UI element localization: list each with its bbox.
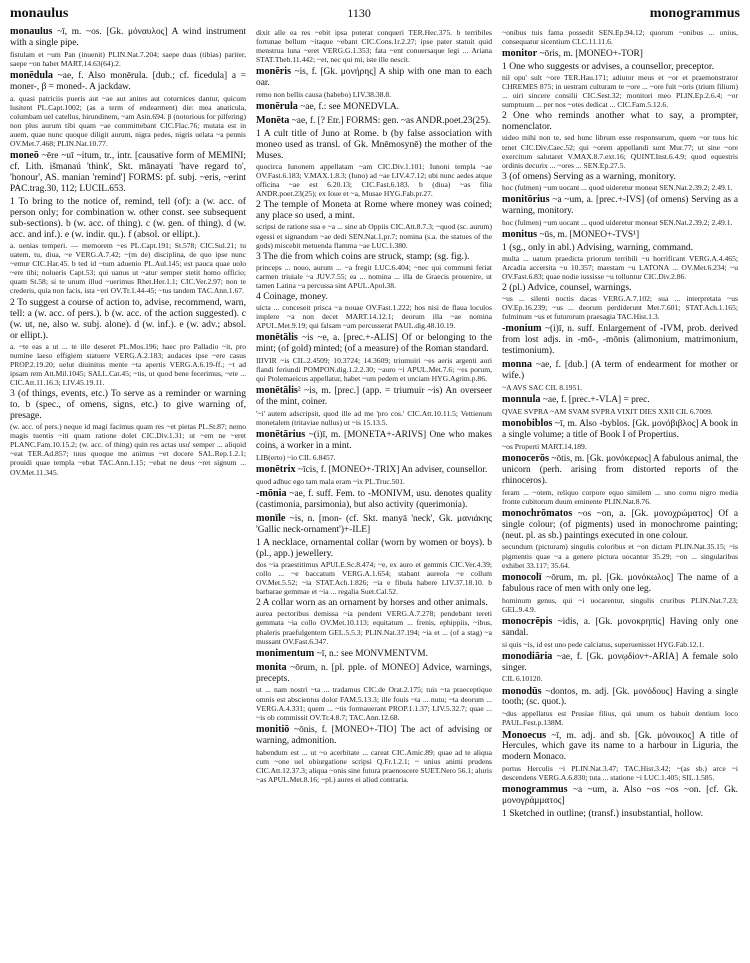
entry-citation: habendum est ... ut ~o acerbitate ... careat CIC.Amic.89; quae ad te aliqua cum ~one uel obiurgatione scripsi Q.Fr.1.2.1; ~ unius animi prudens CIC.Att.12.37.3; aliqua ~onis sine futura praenoscere SUET.Nero 56.1; aluris ~as APUL.Met.8.16; ~pl.) aures ei aliud contraria.: [256, 747, 492, 784]
dictionary-entry: [256, 649, 492, 660]
column-3: [502, 27, 738, 962]
entry-citation: uideo mihi non te, sed hunc librum esse responsurum, quem ~or tuus hic tenet CIC.Div.Caec.52; qui ~orem appellandi sunt Mur.77; ut sine ~ore exercitum salutaret V.MAX.8.7.ext.16; QUINT.Inst.6.4.9; quod equestris ordinis decurix ... ~ores ... SEN.Ep.27.5.: [502, 133, 738, 170]
column-2: [256, 27, 492, 962]
entry-headword: monobiblos: [502, 417, 553, 429]
entry-headword: monitor: [502, 48, 538, 60]
entry-headword: monērula: [256, 101, 298, 113]
entry-citation: si quis ~is, id est uno pede calciatus, superuenisset HYG.Fab.12.1.: [502, 639, 705, 649]
entry-citation: a. quasi patriciis pueris aut ~ae aut anites aut coturnices dantur, quicum lusitent PL.Capt.1002; (as a term of endearment) die: mea anaticula, columbam uel catellus, hirundinem, ~am Asin.694. β (notorious for pilfering) non plus aurum tibi quam ~ae committebant CIC.Flac.76; mutata est in auem, quae nunc quoque diligit aurum, nigra pedes, nigris uelata ~a pennis OV.Met.7.468; PLIN.Nat.10.77.: [10, 93, 246, 149]
entry-text: ~(i)ī, n. suff. Enlargement of -IVM, prob. derived from lost adjs. in -mō-, -mōnis (alimonium, matrimonium, testimonium).: [502, 324, 738, 357]
entry-citation: ~us ... silenti noctis dacas VERG.A.7.102; sua ... interpretata ~us OV.Ep.16.239; ~us ... deorum perdiderunt Met.7.601; STAT.Ach.1.165; fulminum ~us et futurorum praesagia TAC.Hist.1.3.: [502, 294, 738, 322]
entry-text: ~idis, a. [Gk. μονοκρηπίς] Having only one sandal.: [502, 616, 738, 638]
dictionary-entry: [10, 27, 246, 68]
entry-headword: monitiō: [256, 723, 290, 735]
entry-citation: ~onibus tuis fama possedit SEN.Ep.94.12; quorum ~onibus ... unius, consequatur sicentium CLC.11.11.6.: [502, 28, 738, 47]
entry-headword: monīle: [256, 513, 286, 525]
entry-headword: monētrix: [256, 464, 296, 476]
entry-text: ~ōris, m. [MONEO+-TOR]: [537, 49, 643, 60]
entry-citation: (w. acc. of pers.) neque id magi facimus quam res ~et pietas PL.St.87; nemo magis tuentis ~iti quam ratione dolet CIC.Div.1.31; ut ~em ne ~eret PLANC.Fam.10.15.2; (w. acc. of thing) quin res actas usu' semper ... aliquid ~eat TER.Ad.857; tuus quoque me animus ~et docere SAL.Rep.1.2.1; prouidi quae templa ~ebat TAC.Ann.1.15; ~ebat ne deus ~ret signum ... OV.Met.11.345.: [10, 422, 246, 477]
entry-citation: '~i' autem adscripsit, quod ille ad me 'pro cos.' CIC.Att.10.11.5; Vettienum monetalem (tritaviae nullus) ut ~is 15.13.5.: [256, 409, 492, 428]
entry-text: ~ae, f. [? Etr.] FORMS: gen. ~as ANDR.poet.23(25).: [289, 116, 491, 127]
entry-sense: 2 One who reminds another what to say, a prompter, nomenclator.: [502, 110, 738, 133]
entry-headword: monocerōs: [502, 452, 549, 464]
entry-text: ~ūs, m. [MONEO+-TVS¹]: [537, 229, 640, 240]
entry-citation: princeps ... nouo, aurum ... ~a fregit LUC.6.404; ~nec qui communi feriat carmen triuiale ~a JUV.7.55; ea ... nomina ... illa de Graecis prouenire, ut tamen Latina ~a percussa sint APUL.Apol.38.: [256, 262, 492, 290]
entry-sense: 2 The temple of Moneta at Rome where money was coined; any place so used, a mint.: [256, 199, 492, 222]
entry-citation: QVAE SVPRA ~AM SVAM SVPRA VIXIT DIES XXII CIL 6.7009.: [502, 406, 713, 416]
entry-headword: moneō: [10, 150, 39, 162]
dictionary-entry: [256, 386, 492, 427]
entry-text: ~ī, m. adj. and sb. [Gk. μόνοικος] A title of Hercules, which gave its name to a harbour in Liguria, the modern Monaco.: [502, 730, 738, 763]
entry-sense: 1 Sketched in outline; (transf.) insubstantial, hollow.: [502, 808, 704, 820]
entry-citation: scripsi de ratione sua e ~a ... sine ab Oppiis CIC.Att.8.7.3; ~quod (sc. aurum) egessi et signandum ~ae dedi SEN.Nat.1.pr.7; nomina (s.a. the statues of the gods) miscebit metuenda flamma ~ae LUC.1.380.: [256, 222, 492, 250]
entry-text: ~os ~on, a. [Gk. μονοχρώματος] Of a single colour; (of pigments) used in monochrome painting; (neut. pl. as sb.) paintings executed in one colour.: [502, 508, 738, 541]
entry-citation: dixit alle ea res ~ebit ipsa poterat conqueri TER.Hec.375. b terribiles fortunae bellum ~itaque ~ebant CIC.Cons.1r.2.27; ipse pater statuit quid menstrua luna ~eret VERG.G.1.353; fata ~ent conuersaque legi ... Ariana STAT.Theb.11.442; ~et, nec qui mi, iste ille nescit.: [256, 28, 492, 65]
dictionary-entry: [502, 617, 738, 649]
dictionary-entry: [502, 419, 738, 451]
entry-headword: monna: [502, 359, 533, 371]
entry-text: ~ae, f.: see MONEDVLA.: [297, 102, 400, 113]
entry-citation: nil opu' sult ~ore TER.Hau.171; adiutor meus et ~or et praemonstrator CHREMES 875; in uestram culturam te ~ore ... ~ore fuit ~oris (trium filium) ... uiri sincere consilii CIC.Sest.32; monitori meo PLIN.Ep.2.6.4; ~or sumptuum ... per nos ~otes dedicat ... CIC.Fam.5.12.6.: [502, 73, 738, 110]
entry-citation: LIB(erto) ~io CIL 6.8457.: [256, 453, 336, 463]
entry-text: ~a ~um, a. [prec.+-IVS] (of omens) Serving as a warning, monitory.: [502, 194, 738, 216]
entry-text: ~ōtis, m. [Gk. μονόκερως] A fabulous animal, the unicorn (perh. arising from distorted reports of the rhinoceros).: [502, 453, 738, 486]
dictionary-entry: [502, 49, 738, 192]
entry-headword: monocrēpis: [502, 615, 553, 627]
dictionary-entry: [502, 652, 738, 684]
dictionary-entry: [256, 514, 492, 646]
dictionary-entry: [256, 116, 492, 330]
entry-text: ~ōnis, f. [MONEO+-TIO] The act of advising or warning, admonition.: [256, 724, 492, 746]
entry-citation: quod adhuc ego tam mala eram ~ix PL.Truc.501.: [256, 477, 405, 487]
entry-sense: 3 (of omens) Serving as a warning, monitory.: [502, 170, 676, 182]
entry-headword: monodiāria: [502, 650, 553, 662]
column-1: [10, 27, 246, 962]
entry-citation: CIL 6.10120.: [502, 674, 543, 684]
entry-citation: quocirca Iunonem appellatam ~am CIC.Div.1.101; Iunoni templa ~ae OV.Fast.6.183; V.MAX.1.8.3; (Iuno) ad ~ae LIV.4.7.12; ubi nunc aedes atque officina ~ae est 6.20.13; CIC.Fast.6.183. b (diua) ~as filia ANDR.poet.23(25); ex Ioue et ~a, Musae HYG.Fab.pr.27.: [256, 162, 492, 199]
entry-citation: uicta ... conceseit prisca ~a nouae OV.Fast.1.222; hos nisi de flaua loculos implere ~a non decet MART.14.12.1; deorum illa ~ae nomina APUL.Met.9.19; qui falsam ~am percusserat PAUL.dig.48.10.19.: [256, 303, 492, 331]
entry-sense: 2 (pl.) Advice, counsel, warnings.: [502, 282, 632, 294]
dictionary-entry: [502, 324, 738, 357]
entry-headword: monitus: [502, 228, 538, 240]
entry-sense: 1 (sg., only in abl.) Advising, warning, command.: [502, 241, 694, 253]
dictionary-entry: [502, 454, 738, 506]
entry-headword: monaulus: [10, 27, 53, 37]
entry-sense: 1 To bring to the notice of, remind, tell (of): a (w. acc. of person only; for combination w. other const. see subsequent sub-sections). b (w. acc. of thing). c (w. gen. of thing). d (w. acc. and inf.). e (w. indir. qu.). f (absol. or ellipt.).: [10, 196, 246, 240]
entry-text: ~dontos, m. adj. [Gk. μονόδους] Having a single tooth; (sc. quot.).: [502, 686, 738, 708]
entry-citation: a. ~te eas a ut ... te ille deseret PL.Mos.196; haec pro Palladio ~it, pro numine laeso effigiem statuere VERG.A.2.183; audaces ipse ~ere casus PROP.2.19.20; uelut diuinitus mente ~ta apertis VERG.A.6.19-ff.; ~t ad ipsam rem Att.Mil.1045; SALL.Cat.45; ~tis, ut quod bene fecerimus, ~ete ... CIC.Att.11.16.3; LIV.45.19.11.: [10, 341, 246, 387]
dictionary-entry: [502, 731, 738, 783]
entry-headword: Monoecus: [502, 729, 547, 741]
dictionary-entry: [256, 67, 492, 99]
entry-citation: hominum genus, qui ~i uocarentur, singulis cruribus PLIN.Nat.7.23; GEL.9.4.9.: [502, 595, 738, 614]
dictionary-entry: [502, 395, 738, 416]
dictionary-entry: [502, 195, 738, 227]
dictionary-entry: [256, 28, 492, 64]
entry-headword: monētālis: [256, 332, 298, 344]
entry-headword: monita: [256, 661, 287, 673]
entry-text: ~ae, f. Also monērula. [dub.; cf. ficedula] a = moner-, β = moned-. A jackdaw.: [10, 71, 246, 92]
entry-text: ~ī, n.: see MONVMENTVM.: [314, 648, 428, 659]
entry-headword: monētālis: [256, 385, 298, 397]
entry-headword: monodūs: [502, 685, 542, 697]
entry-headword: Monēta: [256, 115, 290, 127]
entry-text: ~is, n. [mon- (cf. Skt. manyā 'neck', Gk. μανιάκης 'Gallic neck-ornament')+-ILE]: [256, 514, 492, 536]
running-head-right: monogrammus: [649, 6, 740, 21]
entry-sense: 3 (of things, events, etc.) To serve as a reminder or warning to. b (spec., of omens, signs, etc.) to give warning of, presage.: [10, 388, 246, 422]
entry-text: ~ōrum, n. [pl. pple. of MONEO] Advice, warnings, precepts.: [256, 662, 492, 684]
dictionary-entry: [256, 102, 492, 113]
entry-text: ~is ~e, a. [prec.+-ALIS] Of or belonging to the mint; (of gold) minted; (of a measure) of the Roman standard.: [256, 333, 492, 355]
running-head-left: monaulus: [10, 6, 69, 21]
dictionary-entry: [502, 573, 738, 614]
entry-citation: fistulam et ~um Pan (inuenit) PLIN.Nat.7.204; saepe duas (tibias) pariter, saepe ~on habet MART.14.63(64).2.: [10, 49, 246, 68]
entry-headword: monochrōmatos: [502, 507, 573, 519]
entry-text: ~ōrum, m. pl. [Gk. μονόκωλος] The name of a fabulous race of men with only one leg.: [502, 572, 738, 594]
entry-text: ~ēre ~uī ~itum, tr., intr. [causative form of MEMINI; cf. Lith. išmanaú 'think', Skt. mānayati 'have regard to', 'honour', AS. manian 'remind'] FORMS: pf. subj. ~eris, ~erint PAC.trag.30, 112; LUCIL.653.: [10, 151, 246, 195]
entry-citation: remo non bellis causa (habebo) LIV.38.38.8.: [256, 90, 392, 100]
entry-headword: monēdula: [10, 70, 54, 81]
dictionary-entry: [502, 230, 738, 321]
entry-text: ~ae, f. [Gk. μονῳδίον+-ARIA] A female solo singer.: [502, 651, 738, 673]
entry-sense: 2 A collar worn as an ornament by horses and other animals.: [256, 597, 488, 609]
entry-text: ~ae, f. [dub.] (A term of endearment for mother or wife.): [502, 360, 738, 381]
dictionary-entry: [502, 509, 738, 570]
entry-text: ~īcis, f. [MONEO+-TRIX] An adviser, counsellor.: [295, 465, 488, 476]
entry-text: ~ī, m. Also -byblos. [Gk. μονόβιβλος] A book in a single volume; a title of Book I of Propertius.: [502, 418, 738, 440]
entry-citation: feram ... ~otem, reliquo corpore equo similem ... uno cornu nigro media fronte cubitorum duum eminente PLIN.Nat.8.76.: [502, 487, 738, 506]
entry-citation: hoc (fulmen) ~um uocant ... quod uideretur moneat SEN.Nat.2.39.2; 2.49.1.: [502, 217, 733, 227]
entry-sense: 3 The die from which coins are struck, stamp; (sg. fig.).: [256, 250, 470, 262]
entry-text: ~ī, m. ~os. [Gk. μόναυλος] A wind instrument with a single pipe.: [10, 27, 246, 48]
entry-text: ~a ~um, a. Also ~os ~os ~on. [cf. Gk. μονογράμματος]: [502, 785, 738, 807]
dictionary-entry: [10, 151, 246, 476]
entry-headword: monētārius: [256, 429, 306, 441]
entry-headword: -monium: [502, 323, 542, 335]
entry-citation: IIIVIR ~is CIL.2.4509; 10.3724; 14.3609; triumuiri ~es aeris argenti auri flandi feriundi POMPON.dig.1.2.2.30; ~auro ~i APUL.Met.7.6; ~es porum, qui Ptolemaeicus appellatur, habet ~um pedem et unciam HYG.Agrim.p.86.: [256, 356, 492, 384]
entry-citation: aurea pectoribus demissa ~ia pendent VERG.A.7.278; pendebant tereti gemmata ~ia collo OV.Met.10.113; equitatum ... frenis, ephippiis, ~ibus, phaleris praefulgentem GEL.5.5.3; PLIN.Nat.37.194; ~ia et ... (of a stag) ~a mussant OV.Fast.6.347.: [256, 609, 492, 646]
entry-sense: 1 A cult title of Juno at Rome. b (by false association with moneo used as transl. of Gk. Mnēmosynē) the mother of the Muses.: [256, 128, 492, 162]
entry-citation: dos ~ia praestitimus APULE.Sc.8.474; ~e, ex auro et gemmis CIC.Ver.4.39; collo ... ~e baccatum VERG.A.1.654; stabant aureola ~e collum OV.Met.5.52; ~ia STAT.Ach.1.826; ~ia e fibula habere LIV.37.18.10. b barbarae gemmae et ~ia ... regalia Suet.Cal.52.: [256, 559, 492, 597]
entry-citation: ~os Properti MART.14.189.: [502, 441, 587, 451]
entry-headword: monogrammus: [502, 784, 568, 796]
page-number: 1130: [347, 6, 371, 20]
columns: [10, 27, 740, 962]
entry-headword: monocolī: [502, 571, 542, 583]
dictionary-entry: [256, 489, 492, 511]
entry-headword: monitōrius: [502, 193, 550, 205]
entry-sense: 1 A necklace, ornamental collar (worn by women or boys). b (pl., app.) jewellery.: [256, 536, 492, 559]
entry-text: ² ~is, m. [prec.] (app. = triumuir ~is) An overseer of the mint, coiner.: [256, 386, 492, 408]
entry-headword: monēris: [256, 66, 292, 78]
entry-text: ~ae, f. [prec.+-VLA] = prec.: [540, 394, 650, 405]
entry-headword: monnula: [502, 393, 541, 405]
entry-text: ~ae, f. suff. Fem. to -MONIVM, usu. denotes quality (castimonia, parsimonia), but also activity (querimonia).: [256, 489, 492, 511]
dictionary-entry: [256, 333, 492, 383]
dictionary-entry: [502, 28, 738, 46]
entry-citation: ~A AVS SAC CIL 8.1951.: [502, 382, 583, 392]
entry-citation: ut ... nam nostri ~ta ... tradamus CIC.de Orat.2.175; tuis ~ta praeceptique omnis est abscientus dolor FAM.5.13.3; ille fouis ~ta ... nutu; ~ta deorum ... VERG.A.4.331; quem ... ~tis formauerant PROP.1.1.37; LIV.5.32.7; quae ... ~is ob commissit OV.Tr.4.8.7; TAC.Ann.12.68.: [256, 685, 492, 722]
entry-sense: 4 Coinage, money.: [256, 291, 328, 303]
entry-text: ~(i)ī, m. [MONETA+-ARIVS] One who makes coins, a worker in a mint.: [256, 430, 492, 452]
entry-citation: a. uenias temperi. — memorem ~es PL.Capt.191; St.578; CIC.Sul.21; tu uatem, tu, diua, ~e VERG.A.7.42; ~(m de) disciplina, de quo ipse nunc ~emur CIC.Har.45. b ted id ~tum aduenio PL.Aul.145; est pauca quae uolo ~ere tibi; nolueris Capt.53; qui uanus ut ~atur semper stetit homo officio; quam St.58; si te unum illud ~uerimus Rhet.Her.1.1; CIC.Ver.2.97; non te crederis, quia non facis, ista ~eri OV.Tr.1.44-45; ~tus tandem TAC.Ann.1.67.: [10, 241, 246, 296]
entry-sense: 2 To suggest a course of action to, advise, recommend, warn, tell: a (w. acc. of pers.). b (w. acc. of the action suggested). c (w. ut, ne, also w. subj. alone). d (w. inf.). e (w. adv.; absol. or ellipt.).: [10, 296, 246, 341]
entry-citation: hoc (fulmen) ~um uocant ... quod uideretur moneat SEN.Nat.2.39.2; 2.49.1.: [502, 182, 733, 192]
entry-citation: multa ... uatum praedicta priorum terribili ~u horrificant VERG.A.4.465; Arcadia accersita ~u 10.357; maestam ~u LATONA ... OV.Met.6.234; ~u OV.Fast.6.83; quae nodie iussisse ~u tolluntur CIC.Div.2.86.: [502, 253, 738, 281]
dictionary-entry: [502, 785, 738, 819]
dictionary-entry: [10, 71, 246, 148]
dictionary-entry: [502, 360, 738, 392]
dictionary-entry: [256, 663, 492, 722]
dictionary-entry: [256, 725, 492, 784]
dictionary-entry: [502, 687, 738, 728]
running-head: [10, 6, 740, 24]
dictionary-entry: [256, 430, 492, 462]
entry-headword: monimentum: [256, 647, 315, 659]
entry-citation: secundum (picturam) singulis coloribus et ~on dictam PLIN.Nat.35.15; ~is pigmentis quae ~a a genere pictura uocantur 35.29; ~on ... singularibus exhibet 33.117; 35.64.: [502, 542, 738, 570]
dictionary-entry: [256, 465, 492, 486]
entry-text: ~is, f. [Gk. μονήρης] A ship with one man to each oar.: [256, 67, 492, 89]
entry-citation: portus Herculis ~i PLIN.Nat.3.47; TAC.Hist.3.42; ~(as sb.) arce ~i descendens VERG.A.6.830; tuta ... statione ~i LUC.1.405; SIL.1.585.: [502, 764, 738, 783]
entry-citation: ~dus appellatus est Prusiae filius, qui unum os habuit dentium loco PAUL.Fest.p.138M.: [502, 709, 738, 728]
entry-sense: 1 One who suggests or advises, a counsellor, preceptor.: [502, 61, 714, 73]
entry-headword: -mōnia: [256, 488, 287, 500]
